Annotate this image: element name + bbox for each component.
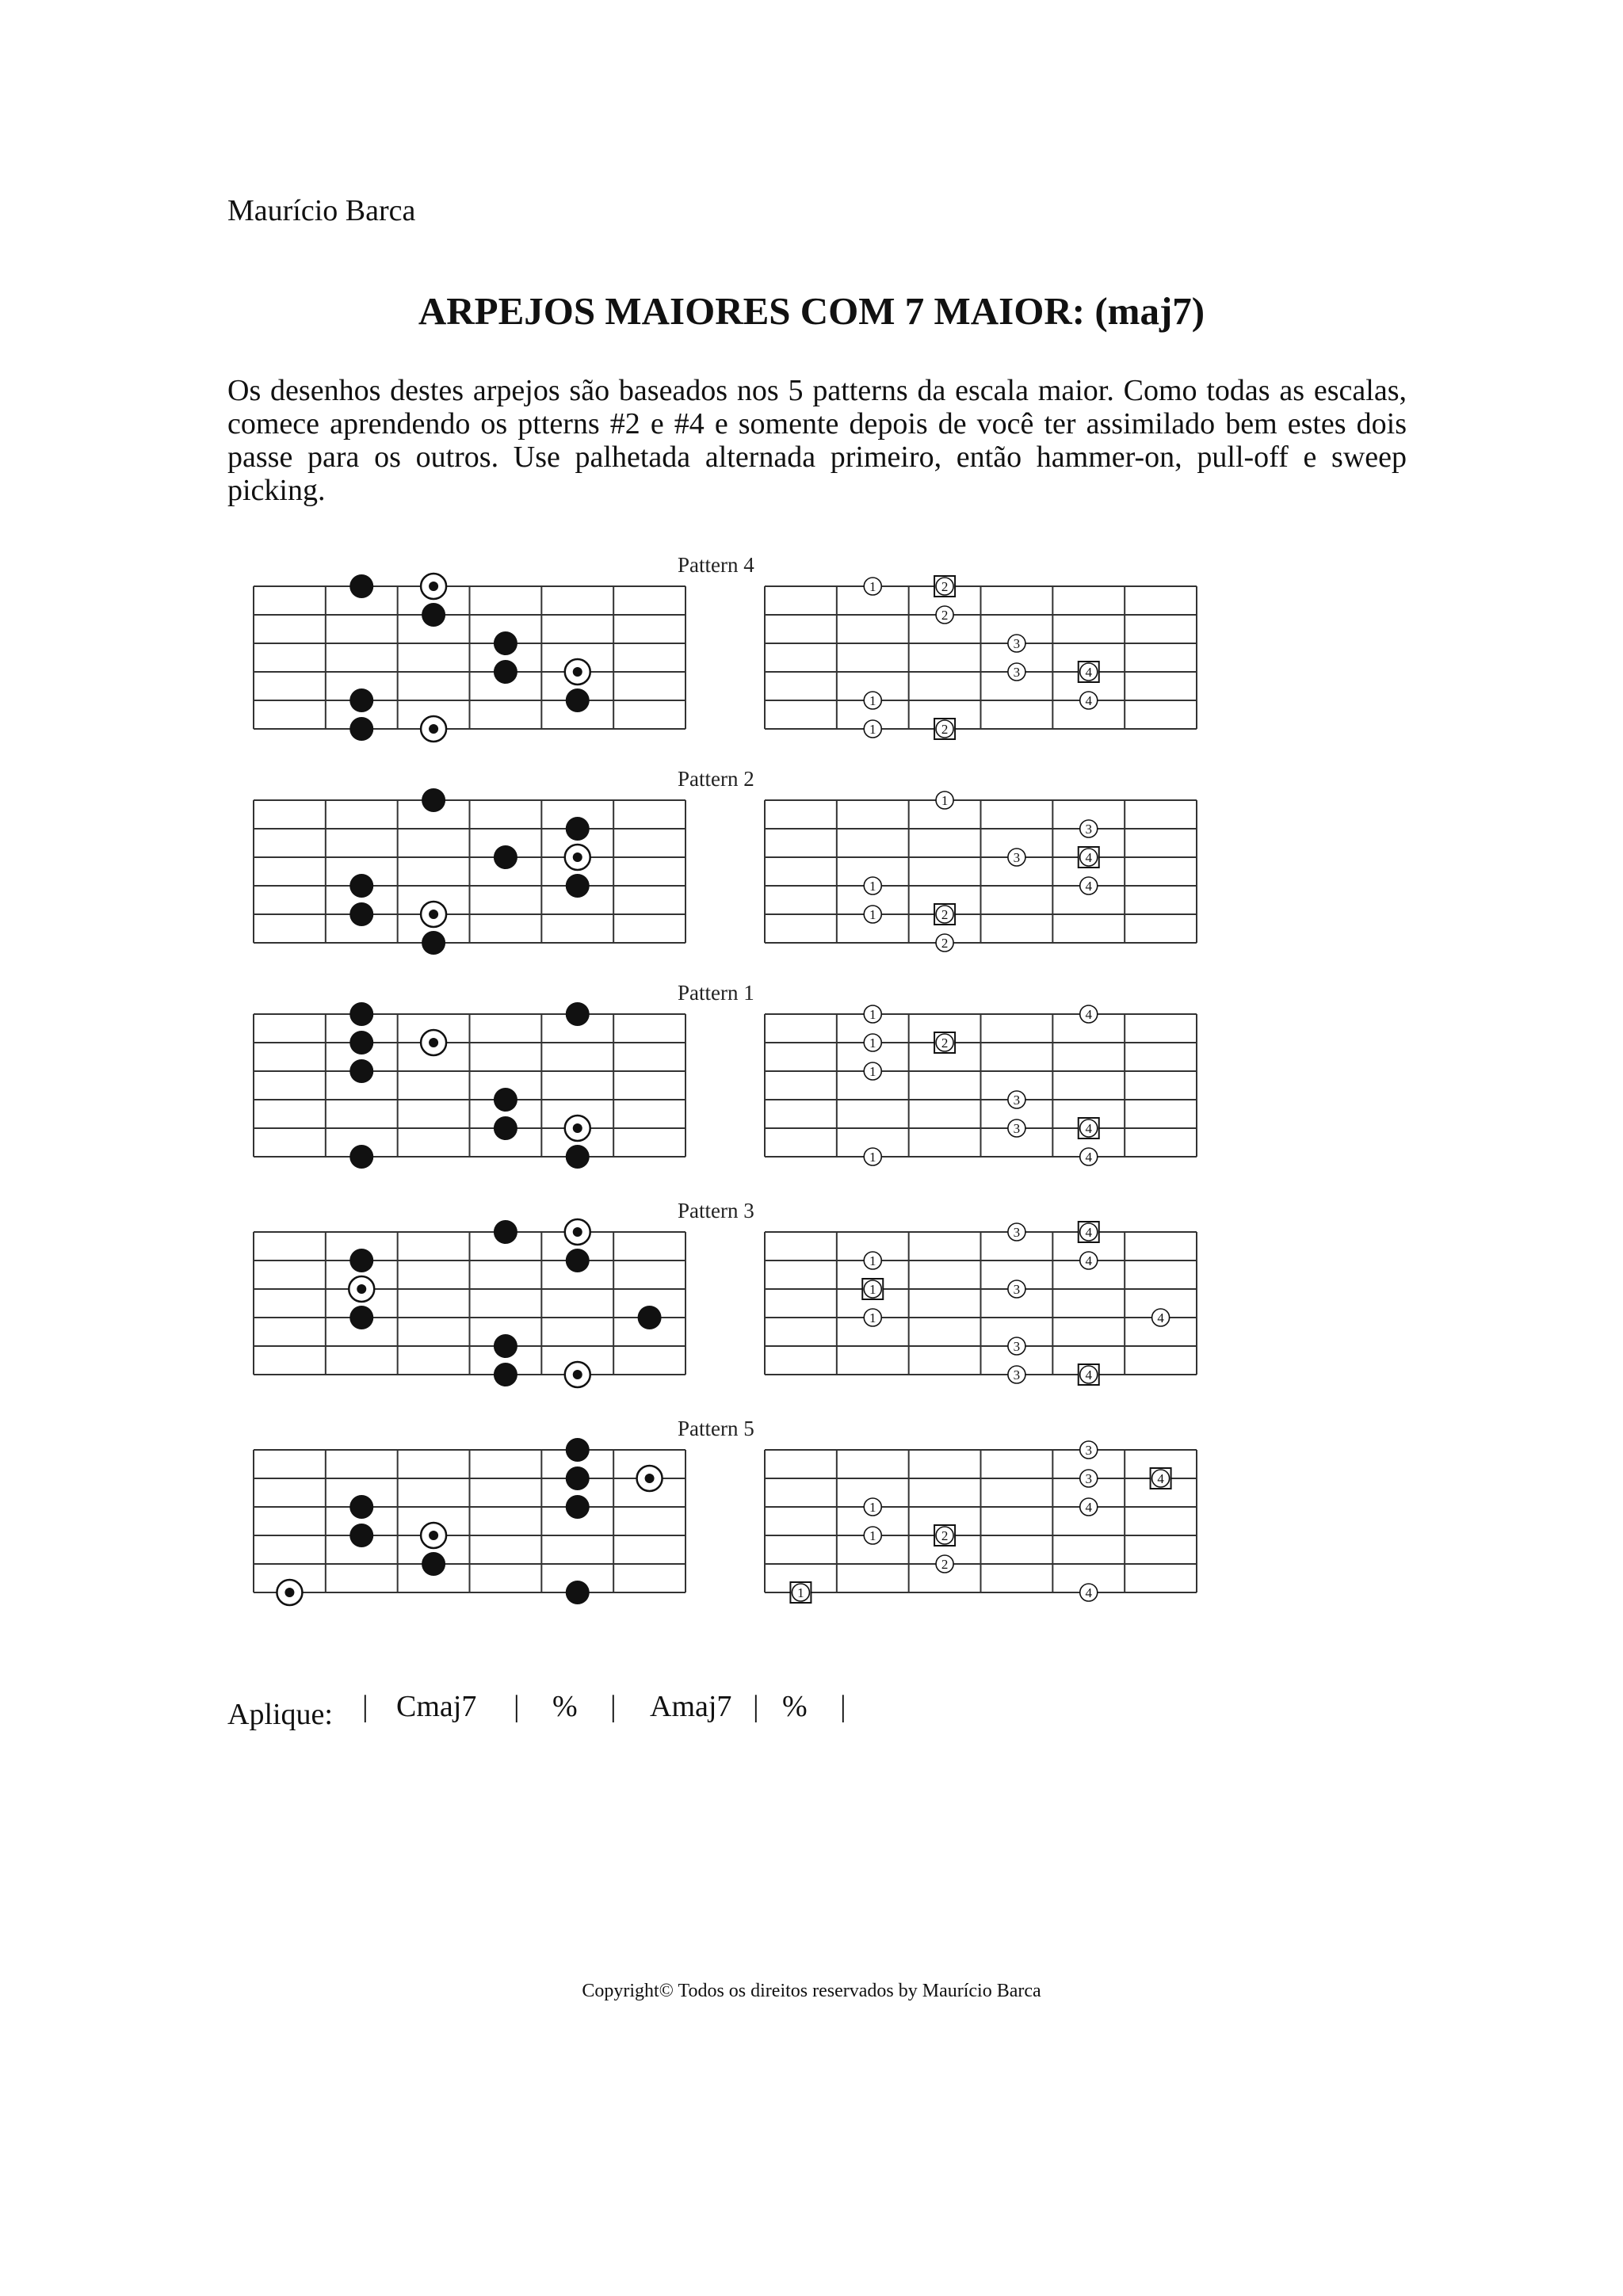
- finger-number: 3: [1013, 665, 1021, 680]
- note-dot: [349, 574, 373, 598]
- finger-marker: [936, 934, 953, 952]
- finger-number: 4: [1085, 879, 1092, 894]
- note-dot: [349, 1002, 373, 1026]
- pattern-label: Pattern 2: [678, 767, 754, 791]
- finger-root-marker: [934, 1525, 955, 1546]
- finger-number: 3: [1085, 1443, 1092, 1458]
- pattern-label: Pattern 4: [678, 553, 754, 577]
- note-dot: [566, 1145, 590, 1169]
- root-note-marker: [565, 1116, 590, 1141]
- finger-marker: [864, 1309, 881, 1326]
- progression-item: Cmaj7: [396, 1690, 477, 1723]
- note-dot: [349, 1495, 373, 1519]
- finger-number: 2: [941, 907, 949, 922]
- note-dot: [494, 845, 517, 869]
- note-dot: [494, 1116, 517, 1140]
- finger-root-marker: [934, 576, 955, 597]
- pattern-5: [254, 1417, 1197, 1605]
- finger-number: 1: [869, 1500, 876, 1515]
- finger-marker: [1008, 1223, 1025, 1241]
- note-dot: [566, 874, 590, 898]
- note-dot: [566, 817, 590, 841]
- finger-number: 4: [1085, 665, 1092, 680]
- finger-marker: [1080, 1148, 1098, 1165]
- note-dot: [349, 717, 373, 741]
- finger-marker: [864, 1034, 881, 1051]
- finger-marker: [864, 1148, 881, 1165]
- note-dot: [349, 1031, 373, 1055]
- finger-marker: [1080, 820, 1098, 837]
- note-dot: [494, 660, 517, 684]
- finger-number: 3: [1085, 1471, 1092, 1486]
- finger-number: 1: [869, 1064, 876, 1079]
- finger-number: 3: [1013, 1282, 1021, 1297]
- finger-marker: [1008, 663, 1025, 681]
- finger-marker: [1008, 849, 1025, 866]
- finger-number: 1: [797, 1585, 804, 1600]
- root-note-marker: [277, 1580, 302, 1605]
- note-dot: [422, 788, 445, 812]
- fretboard-notes-diagram: [254, 788, 685, 955]
- note-dot: [494, 1334, 517, 1358]
- fretboard-fingering-diagram: [765, 791, 1197, 952]
- root-note-marker: [421, 902, 446, 927]
- finger-number: 2: [941, 722, 949, 737]
- note-dot: [422, 603, 445, 627]
- copyright-notice: Copyright© Todos os direitos reservados by Maurício Barca: [582, 1981, 1041, 2001]
- note-dot: [566, 688, 590, 712]
- note-dot: [566, 1249, 590, 1272]
- progression-item: |: [362, 1690, 369, 1723]
- finger-number: 4: [1157, 1471, 1164, 1486]
- finger-number: 4: [1085, 1121, 1092, 1136]
- root-note-marker: [421, 716, 446, 742]
- finger-number: 1: [869, 1150, 876, 1165]
- note-dot: [422, 931, 445, 955]
- progression-item: %: [782, 1690, 808, 1723]
- finger-marker: [864, 720, 881, 738]
- finger-number: 1: [869, 722, 876, 737]
- fretboard-notes-diagram: [254, 1219, 685, 1387]
- root-note-marker: [565, 1362, 590, 1387]
- root-note-marker: [421, 1030, 446, 1055]
- pattern-label: Pattern 5: [678, 1417, 754, 1440]
- finger-marker: [1008, 1091, 1025, 1108]
- finger-number: 4: [1085, 1225, 1092, 1240]
- note-dot: [566, 1438, 590, 1462]
- finger-marker: [1008, 1119, 1025, 1137]
- pattern-3: [254, 981, 1197, 1169]
- finger-number: 4: [1085, 850, 1092, 865]
- finger-number: 3: [1013, 1225, 1021, 1240]
- finger-root-marker: [790, 1582, 811, 1603]
- finger-marker: [864, 578, 881, 595]
- root-note-marker: [565, 845, 590, 870]
- fretboard-fingering-diagram: [765, 1005, 1197, 1165]
- finger-number: 4: [1085, 1367, 1092, 1383]
- note-dot: [349, 874, 373, 898]
- finger-number: 2: [941, 579, 949, 594]
- finger-marker: [1080, 1441, 1098, 1459]
- finger-number: 1: [869, 1528, 876, 1543]
- page-title: ARPEJOS MAIORES COM 7 MAIOR: (maj7): [418, 289, 1205, 333]
- note-dot: [349, 1059, 373, 1083]
- note-dot: [566, 1495, 590, 1519]
- note-dot: [494, 1088, 517, 1112]
- note-dot: [349, 1249, 373, 1272]
- finger-number: 3: [1013, 636, 1021, 651]
- finger-number: 4: [1085, 1007, 1092, 1022]
- note-dot: [566, 1002, 590, 1026]
- finger-marker: [864, 1498, 881, 1516]
- finger-number: 2: [941, 1035, 949, 1051]
- finger-number: 1: [941, 793, 949, 808]
- finger-marker: [936, 1555, 953, 1573]
- finger-number: 2: [941, 1528, 949, 1543]
- root-note-marker: [349, 1276, 374, 1302]
- finger-number: 3: [1013, 1093, 1021, 1108]
- fretboard-fingering-diagram: [765, 576, 1197, 739]
- finger-number: 4: [1085, 1500, 1092, 1515]
- finger-marker: [1008, 1337, 1025, 1355]
- root-note-marker: [565, 659, 590, 685]
- finger-marker: [1080, 1252, 1098, 1269]
- finger-number: 1: [869, 1035, 876, 1051]
- progression-item: |: [514, 1690, 520, 1723]
- finger-number: 2: [941, 608, 949, 623]
- finger-root-marker: [934, 1032, 955, 1053]
- finger-number: 4: [1085, 1585, 1092, 1600]
- finger-number: 1: [869, 1007, 876, 1022]
- note-dot: [349, 1306, 373, 1329]
- progression-item: |: [840, 1690, 846, 1723]
- finger-number: 1: [869, 1253, 876, 1268]
- finger-number: 4: [1085, 1150, 1092, 1165]
- finger-number: 1: [869, 907, 876, 922]
- finger-number: 1: [869, 1310, 876, 1325]
- finger-root-marker: [934, 719, 955, 739]
- finger-number: 2: [941, 1557, 949, 1572]
- root-note-marker: [421, 1523, 446, 1548]
- note-dot: [494, 1220, 517, 1244]
- finger-root-marker: [934, 904, 955, 925]
- fretboard-notes-diagram: [254, 574, 685, 742]
- finger-number: 1: [869, 579, 876, 594]
- finger-marker: [864, 1005, 881, 1023]
- pattern-label: Pattern 3: [678, 1199, 754, 1222]
- finger-marker: [1080, 1584, 1098, 1601]
- pattern-label: Pattern 1: [678, 981, 754, 1005]
- note-dot: [566, 1466, 590, 1490]
- finger-marker: [1008, 1280, 1025, 1298]
- finger-number: 1: [869, 1282, 876, 1297]
- fretboard-notes-diagram: [254, 1002, 685, 1169]
- pattern-2: [254, 767, 1197, 955]
- fretboard-notes-diagram: [254, 1438, 685, 1605]
- note-dot: [566, 1581, 590, 1604]
- pattern-4: [254, 1199, 1197, 1387]
- root-note-marker: [637, 1466, 663, 1491]
- intro-paragraph: Os desenhos destes arpejos são baseados nos 5 patterns da escala maior. Como todas as escalas, comece aprendendo os ptterns #2 e #4 e somente depois de você ter assimilado bem estes dois passe para os outros. Use palhetada alternada primeiro, então hammer-on, pull-off e sweep picking.: [227, 374, 1407, 507]
- note-dot: [494, 631, 517, 655]
- finger-marker: [864, 1527, 881, 1544]
- root-note-marker: [421, 574, 446, 599]
- finger-root-marker: [1151, 1468, 1171, 1489]
- progression-item: %: [552, 1690, 578, 1723]
- finger-number: 3: [1013, 1339, 1021, 1354]
- finger-marker: [1080, 1005, 1098, 1023]
- finger-root-marker: [1079, 1222, 1099, 1242]
- progression-item: |: [610, 1690, 617, 1723]
- finger-marker: [1080, 877, 1098, 894]
- note-dot: [638, 1306, 662, 1329]
- finger-marker: [864, 1062, 881, 1080]
- progression-item: Amaj7: [650, 1690, 732, 1723]
- finger-number: 4: [1085, 693, 1092, 708]
- finger-number: 2: [941, 936, 949, 951]
- finger-marker: [864, 877, 881, 894]
- fretboard-fingering-diagram: [765, 1441, 1197, 1603]
- finger-root-marker: [862, 1279, 883, 1299]
- finger-marker: [936, 606, 953, 624]
- finger-marker: [1008, 635, 1025, 652]
- finger-root-marker: [1079, 1364, 1099, 1385]
- finger-marker: [1080, 1498, 1098, 1516]
- fretboard-fingering-diagram: [765, 1222, 1197, 1385]
- finger-marker: [864, 906, 881, 923]
- note-dot: [349, 902, 373, 926]
- root-note-marker: [565, 1219, 590, 1245]
- finger-number: 3: [1013, 1367, 1021, 1383]
- finger-root-marker: [1079, 1118, 1099, 1138]
- finger-root-marker: [1079, 662, 1099, 682]
- finger-marker: [1080, 1470, 1098, 1487]
- pattern-1: [254, 553, 1197, 742]
- finger-marker: [936, 791, 953, 809]
- finger-marker: [864, 692, 881, 709]
- finger-number: 3: [1013, 850, 1021, 865]
- note-dot: [349, 1524, 373, 1547]
- finger-number: 3: [1085, 822, 1092, 837]
- note-dot: [349, 688, 373, 712]
- finger-marker: [864, 1252, 881, 1269]
- note-dot: [494, 1363, 517, 1386]
- finger-number: 1: [869, 879, 876, 894]
- author-name: Maurício Barca: [227, 194, 416, 227]
- finger-marker: [1152, 1309, 1170, 1326]
- finger-root-marker: [1079, 847, 1099, 868]
- progression-item: |: [753, 1690, 759, 1723]
- finger-number: 1: [869, 693, 876, 708]
- finger-number: 3: [1013, 1121, 1021, 1136]
- note-dot: [349, 1145, 373, 1169]
- note-dot: [422, 1552, 445, 1576]
- finger-number: 4: [1085, 1253, 1092, 1268]
- finger-marker: [1080, 692, 1098, 709]
- finger-number: 4: [1157, 1310, 1164, 1325]
- apply-label: Aplique:: [227, 1698, 333, 1731]
- finger-marker: [1008, 1366, 1025, 1383]
